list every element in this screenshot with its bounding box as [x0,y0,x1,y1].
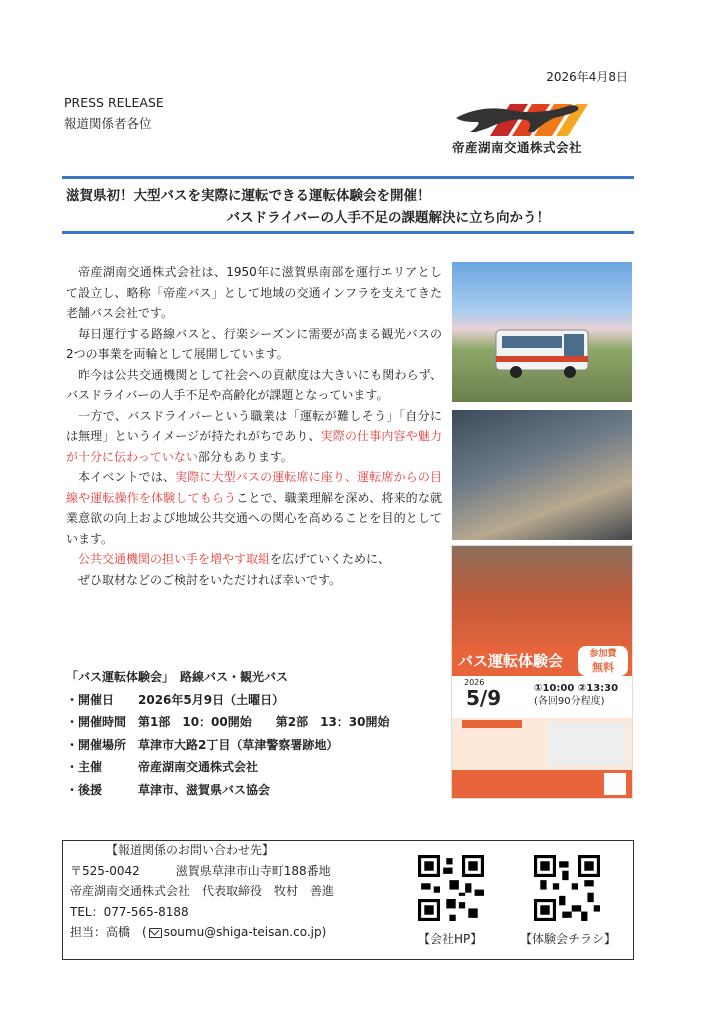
contact-tel: TEL：077-565-8188 [70,904,189,919]
paragraph-3: 昨今は公共交通機関として社会への貢献度は大きいにも関わらず、バスドライバーの人手不足や高齢化が課題となっています。 [66,367,442,402]
drivers-photo [452,410,632,540]
release-audience: 報道関係者各位 [64,116,152,131]
contact-company: 帝産湖南交通株式会社 代表取締役 牧村 善進 [70,884,335,898]
paragraph-1: 帝産湖南交通株式会社は、1950年に滋賀県南部を運行エリアとして設立し、略称「帝産バス」として地域の交通インフラを支えてきた老舗バス会社です。 [66,265,442,320]
headline [66,185,632,229]
event-host: ・主催 帝産湖南交通株式会社 [66,760,259,774]
qr-code-icon[interactable] [534,855,600,921]
paragraph-6: 公共交通機関の担い手を増やす取組を広げていくために、 [78,552,391,566]
flyer-free-badge: 参加費 無料 [578,646,628,676]
body-text [66,262,442,590]
contact-info [70,840,334,943]
flyer-year: 2026 [464,678,485,687]
company-logo-text: 帝産湖南交通株式会社 [452,140,583,155]
qr-label-company-hp: 【会社HP】 [418,932,483,946]
highlight-text: 実際に大型バスの運転席に座り、運転席からの目線や運転操作を体験してもらう [66,470,442,505]
event-name: 「バス運転体験会」 路線バス・観光バス [66,670,289,684]
event-info [66,666,390,801]
highlight-text: 公共交通機関の担い手を増やす取組 [78,552,271,566]
event-time: ・開催時間 第1部 10：00開始 第2部 13：30開始 [66,715,390,729]
release-title: PRESS RELEASE [64,95,164,110]
highlight-text: 実際の仕事内容や魅力が十分に伝わっていない [66,429,442,464]
flyer-photo [452,546,632,646]
paragraph-2: 毎日運行する路線バスと、行楽シーズンに需要が高まる観光バスの2つの事業を両輪として展開しています。 [66,326,442,361]
qr-code-icon [604,773,626,795]
release-date: 2026年4月8日 [546,70,628,84]
paragraph-7: ぜひ取材などのご検討をいただければ幸いです。 [78,572,342,587]
flyer-date-block [452,678,632,718]
flyer-day: 5/9 [466,686,502,710]
contact-email[interactable]: soumu@shiga-teisan.co.jp [163,925,322,939]
mail-icon [149,928,162,938]
bus-illustration [452,262,632,402]
flyer-details [452,718,632,770]
event-place: ・開催場所 草津市大路2丁目（草津警察署跡地） [66,737,339,752]
bottom-rule [62,231,634,234]
contact-person: 担当：高橋 ( soumu@shiga-teisan.co.jp) [70,925,327,939]
headline-line2: バスドライバーの人手不足の課題解決に立ち向かう！ [226,210,550,226]
contact-address: 〒525-0042 滋賀県草津市山寺町188番地 [70,863,331,878]
paragraph-4: 一方で、バスドライバーという職業は「運転が難しそう」「自分には無理」というイメージが持たれがちであり、実際の仕事内容や魅力が十分に伝わっていない部分もあります。 [66,408,442,464]
event-flyer [452,546,632,798]
event-date: ・開催日 2026年5月9日（土曜日） [66,692,285,707]
bus-photo [452,262,632,402]
event-support: ・後援 草津市、滋賀県バス協会 [66,782,271,797]
contact-heading: 【報道関係のお問い合わせ先】 [106,843,275,857]
flyer-title: バス運転体験会 [452,646,632,676]
qr-code-icon[interactable] [418,855,484,921]
qr-label-flyer: 【体験会チラシ】 [520,932,617,946]
top-rule [62,176,634,179]
flyer-footer [452,770,632,798]
release-header [64,92,164,134]
flyer-times: ①10:00 ②13:30 (各回90分程度) [534,683,619,707]
paragraph-5: 本イベントでは、実際に大型バスの運転席に座り、運転席からの目線や運転操作を体験してもらうことで、職業理解を深め、将来的な就業意欲の向上および地域公共交通への関心を高めることを目的としています。 [66,470,442,546]
headline-line1: 滋賀県初！大型バスを実際に運転できる運転体験会を開催！ [66,188,431,204]
flyer-map [548,722,626,766]
